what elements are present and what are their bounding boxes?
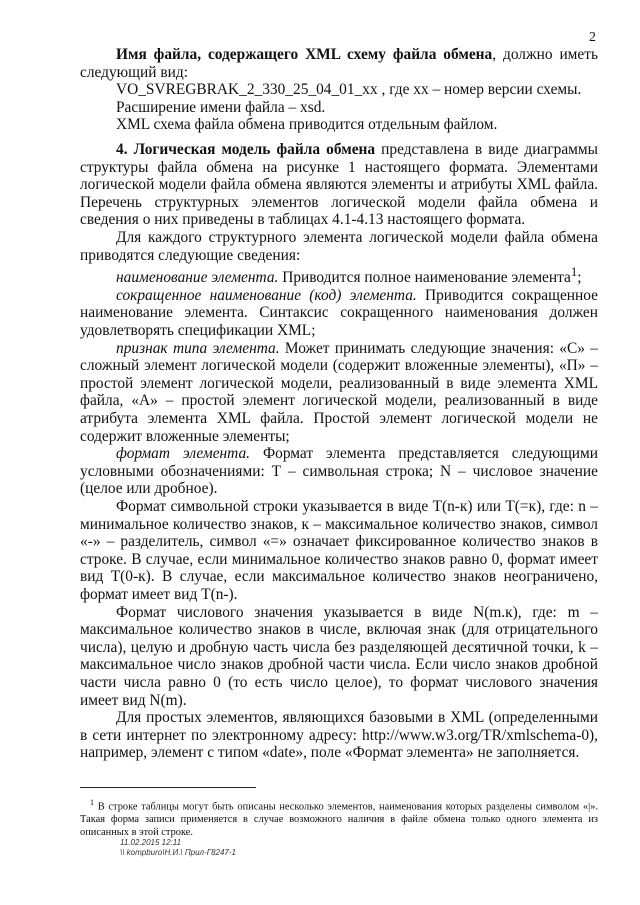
paragraph-element-info-intro: Для каждого структурного элемента логической модели файла обмена приводятся следующие сведения: [80, 228, 598, 264]
paragraph-base-types: Для простых элементов, являющихся базовыми в XML (определенными в сети интернет по электронному адресу: http://www.w3.org/TR/xmlschema-0), например, элемент с типом «date», поле «Формат элемента» не заполняется. [80, 709, 598, 762]
paragraph-element-name [80, 264, 598, 287]
italic-term: сокращенное наименование (код) элемента. [116, 286, 417, 304]
footnote-text: В строке таблицы могут быть описаны несколько элементов, наименования которых разделены символом «|». Такая форма записи применяется в случае возможного наличия в файле обмена только одного элемента из описанных в этой строке. [80, 801, 598, 839]
stamp-date: 11.02.2015 12:11 [120, 838, 182, 847]
stamp-path: \\ kompburo\Н.И.\ Прил-Г8247-1 [120, 848, 236, 857]
footnote-divider [80, 787, 256, 788]
page-number: 2 [589, 30, 596, 45]
footnote-ref: 1 [570, 265, 578, 280]
paragraph-element-code [80, 287, 598, 340]
document-body [80, 46, 598, 762]
paragraph-number-format: Формат числового значения указывается в виде N(m.к), где: m – максимальное количество знаков в числе, включая знак (для отрицательного числа), целую и дробную часть числа без разделяющей десятичной точки, k – максимальное число знаков дробной части числа. Если число знаков дробной части числа равно 0 (то есть число целое), то формат числового значения имеет вид N(m). [80, 603, 598, 709]
paragraph-element-format [80, 445, 598, 498]
file-stamp [120, 838, 236, 858]
footnote [80, 796, 598, 839]
paragraph-extension: Расширение имени файла – xsd. [116, 98, 326, 116]
paragraph-text: , должно иметь следующий вид: [80, 46, 598, 81]
paragraph-text: Может принимать следующие значения: «С» – сложный элемент логической модели (содержит вложенные элементы), «П» – простой элемент логической модели, реализованный в виде элемента XML файла, «А» – простой элемент логической модели, реализованный в виде атрибута элемента XML файла. Простой элемент логической модели не содержит вложенные элементы; [80, 339, 598, 445]
paragraph-schema-separate: XML схема файла обмена приводится отдельным файлом. [116, 116, 498, 134]
paragraph-text: ; [577, 269, 582, 287]
bold-lead: Имя файла, содержащего XML схему файла обмена [116, 46, 493, 63]
paragraph-logical-model [80, 141, 598, 229]
italic-term: формат элемента. [116, 445, 251, 463]
italic-term: наименование элемента. [116, 269, 279, 287]
paragraph-text: Приводится сокращенное наименование элемента. Синтаксис сокращенного наименования должен удовлетворять спецификации XML; [80, 286, 598, 340]
paragraph-schema-file-name [80, 46, 598, 81]
paragraph-element-type [80, 340, 598, 446]
paragraph-string-format: Формат символьной строки указывается в виде Т(n-к) или Т(=к), где: n – минимальное количество знаков, к – максимальное количество знаков, символ «-» – разделитель, символ «=» означает фиксированное количество знаков в строке. В случае, если минимальное количество знаков равно 0, формат имеет вид Т(0-к). В случае, если максимальное количество знаков неограничено, формат имеет вид Т(n-). [80, 497, 598, 603]
italic-term: признак типа элемента. [116, 339, 280, 357]
paragraph-text: Приводится полное наименование элемента [278, 269, 571, 287]
section-heading: 4. Логическая модель файла обмена [116, 140, 376, 158]
paragraph-text: представлена в виде диаграммы структуры файла обмена на рисунке 1 настоящего формата. Элементами логической модели файла обмена являются элементы и атрибуты XML файла. Перечень структурных элементов логической модели файла обмена и сведения о них приведены в таблицах 4.1-4.13 настоящего формата. [80, 140, 598, 229]
paragraph-file-pattern: VO_SVREGBRAK_2_330_25_04_01_xx , где xx – номер версии схемы. [116, 81, 582, 99]
footnote-mark: 1 [90, 798, 94, 807]
paragraph-text: Формат элемента представляется следующими условными обозначениями: Т – символьная строка; N – числовое значение (целое или дробное). [80, 445, 599, 498]
